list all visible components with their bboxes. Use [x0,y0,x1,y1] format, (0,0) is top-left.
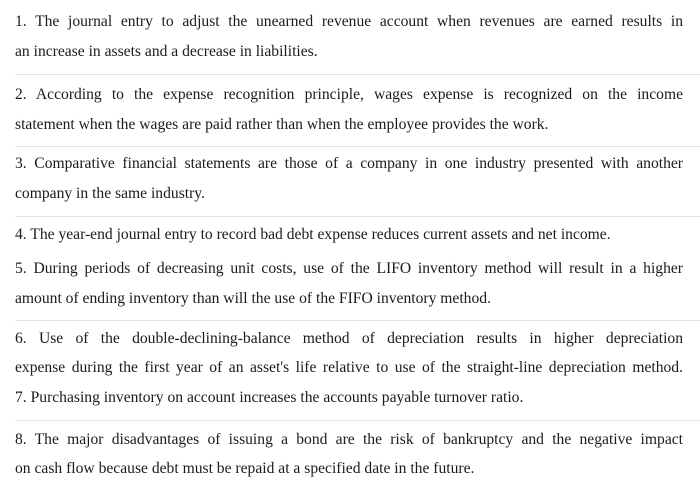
question-1-line-1: 1. The journal entry to adjust the unearned revenue account when revenues are earned results in [15,13,683,30]
question-5-line-1: 5. During periods of decreasing unit costs, use of the LIFO inventory method will result in a higher [15,260,683,277]
question-2-line-1: 2. According to the expense recognition principle, wages expense is recognized on the income [15,86,683,103]
divider [15,320,700,321]
divider [15,146,700,147]
question-7-line-1: 7. Purchasing inventory on account increases the accounts payable turnover ratio. [15,389,524,406]
divider [15,420,700,421]
question-4-line-1: 4. The year-end journal entry to record bad debt expense reduces current assets and net income. [15,226,611,243]
question-6-line-1: 6. Use of the double-declining-balance method of depreciation results in higher depreciation [15,330,683,347]
question-2-line-2: statement when the wages are paid rather than when the employee provides the work. [15,116,549,133]
divider [15,216,700,217]
question-5-line-2: amount of ending inventory than will the use of the FIFO inventory method. [15,290,491,307]
question-6-line-2: expense during the first year of an asset's life relative to use of the straight-line depreciation method. [15,359,683,376]
question-3-line-1: 3. Comparative financial statements are those of a company in one industry presented with another [15,155,683,172]
question-8-line-2: on cash flow because debt must be repaid at a specified date in the future. [15,460,475,477]
divider [15,74,700,75]
question-3-line-2: company in the same industry. [15,185,205,202]
question-1-line-2: an increase in assets and a decrease in liabilities. [15,43,318,60]
question-8-line-1: 8. The major disadvantages of issuing a bond are the risk of bankruptcy and the negative impact [15,431,683,448]
